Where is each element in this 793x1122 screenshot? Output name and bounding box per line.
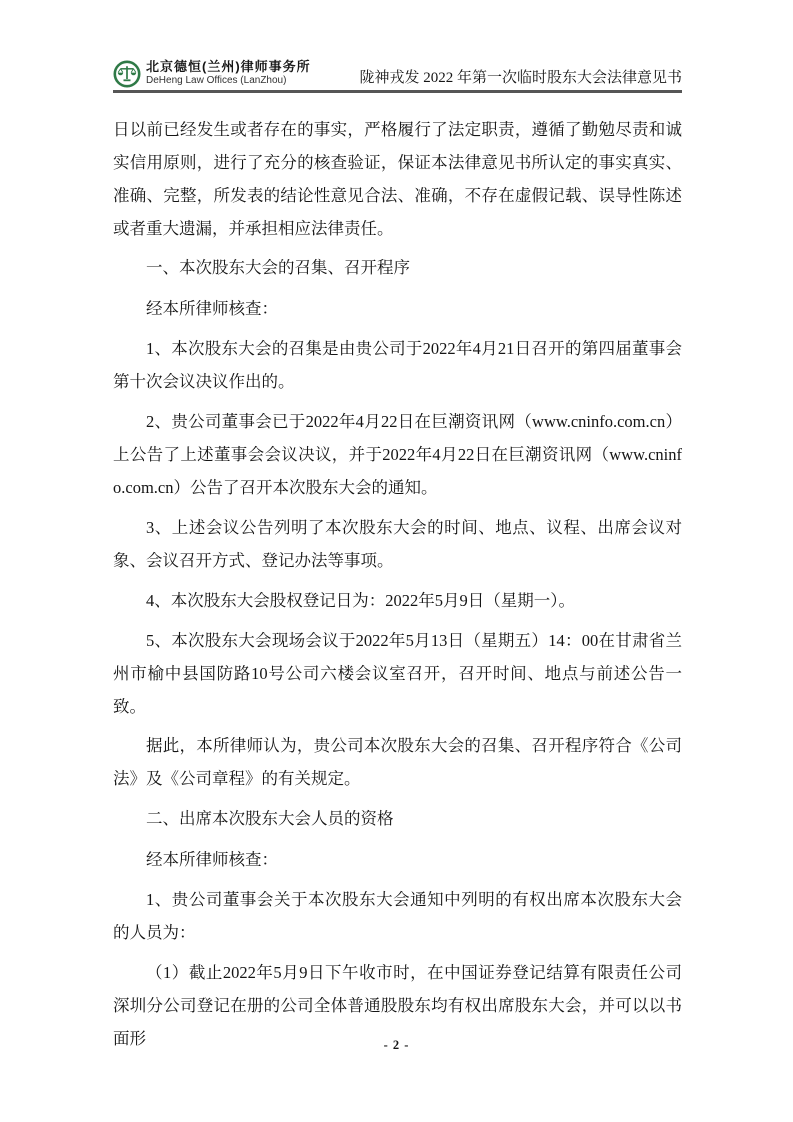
section-1-item-1: 1、本次股东大会的召集是由贵公司于2022年4月21日召开的第四届董事会第十次会议决议作出的。	[113, 338, 682, 391]
section-2-item-1: 1、贵公司董事会关于本次股东大会通知中列明的有权出席本次股东大会的人员为：	[113, 889, 682, 942]
firm-name-chinese: 北京德恒(兰州)律师事务所	[146, 59, 311, 74]
section-1-item-4: 4、本次股东大会股权登记日为：2022年5月9日（星期一）。	[146, 590, 575, 610]
section-1-conclusion: 据此，本所律师认为，贵公司本次股东大会的召集、召开程序符合《公司法》及《公司章程》的有关规定。	[113, 736, 682, 788]
continuation-paragraph: 日以前已经发生或者存在的事实，严格履行了法定职责，遵循了勤勉尽责和诚实信用原则，进行了充分的核查验证，保证本法律意见书所认定的事实真实、准确、完整，所发表的结论性意见合法、准确，不存在虚假记载、误导性陈述或者重大遗漏，并承担相应法律责任。	[113, 119, 682, 238]
firm-name-english: DeHeng Law Offices (LanZhou)	[146, 75, 287, 86]
header-divider	[113, 90, 682, 93]
section-2-item-2: （1）截止2022年5月9日下午收市时，在中国证券登记结算有限责任公司深圳分公司登记在册的公司全体普通股股东均有权出席股东大会，并可以以书面形	[113, 962, 682, 1048]
page-header	[113, 55, 682, 88]
section-1-item-2: 2、贵公司董事会已于2022年4月22日在巨潮资讯网（www.cninfo.com.cn）上公告了上述董事会会议决议，并于2022年4月22日在巨潮资讯网（www.cninfo.com.cn）公告了召开本次股东大会的通知。	[113, 411, 682, 497]
section-2-lead: 经本所律师核查：	[146, 849, 278, 869]
section-1-item-5: 5、本次股东大会现场会议于2022年5月13日（星期五）14：00在甘肃省兰州市榆中县国防路10号公司六楼会议室召开，召开时间、地点与前述公告一致。	[113, 630, 682, 716]
firm-names	[146, 59, 311, 87]
section-1-lead: 经本所律师核查：	[146, 298, 278, 318]
scales-of-justice-logo-icon	[113, 60, 141, 88]
document-body	[113, 113, 682, 1055]
firm-identity	[113, 59, 311, 88]
page-footer	[0, 1038, 793, 1053]
document-title: 陇神戎发 2022 年第一次临时股东大会法律意见书	[359, 70, 682, 86]
section-1-heading: 一、本次股东大会的召集、召开程序	[146, 258, 410, 277]
page-number: - 2 -	[383, 1038, 410, 1052]
section-1-item-3: 3、上述会议公告列明了本次股东大会的时间、地点、议程、出席会议对象、会议召开方式、登记办法等事项。	[113, 517, 682, 570]
section-2-heading: 二、出席本次股东大会人员的资格	[146, 809, 394, 828]
